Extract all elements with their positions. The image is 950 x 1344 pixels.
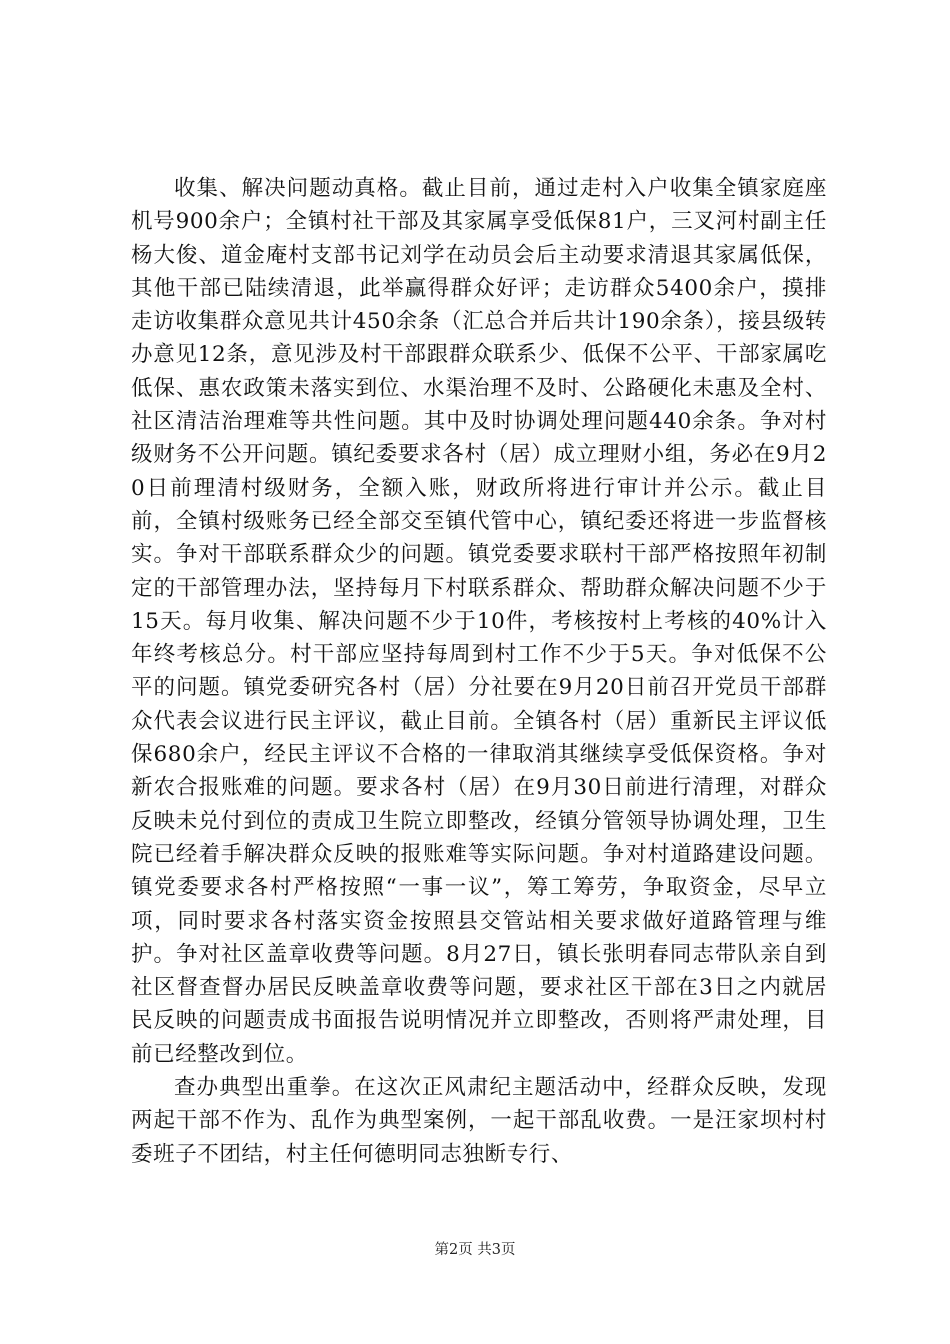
paragraph-typical-cases: 查办典型出重拳。在这次正风肃纪主题活动中，经群众反映，发现两起干部不作为、乱作为典型案例，一起干部乱收费。一是汪家坝村村委班子不团结，村主任何德明同志独断专行、	[131, 1075, 827, 1167]
document-body	[131, 172, 827, 1171]
paragraph-problem-solving: 收集、解决问题动真格。截止目前，通过走村入户收集全镇家庭座机号900余户；全镇村社干部及其家属享受低保81户，三叉河村副主任杨大俊、道金庵村支部书记刘学在动员会后主动要求清退其家属低保，其他干部已陆续清退，此举赢得群众好评；走访群众5400余户，摸排走访收集群众意见共计450余条（汇总合并后共计190余条），接县级转办意见12条，意见涉及村干部跟群众联系少、低保不公平、干部家属吃低保、惠农政策未落实到位、水渠治理不及时、公路硬化未惠及全村、社区清洁治理难等共性问题。其中及时协调处理问题440余条。争对村级财务不公开问题。镇纪委要求各村（居）成立理财小组，务必在9月20日前理清村级财务，全额入账，财政所将进行审计并公示。截止目前，全镇村级账务已经全部交至镇代管中心，镇纪委还将进一步监督核实。争对干部联系群众少的问题。镇党委要求联村干部严格按照年初制定的干部管理办法，坚持每月下村联系群众、帮助群众解决问题不少于15天。每月收集、解决问题不少于10件，考核按村上考核的40%计入年终考核总分。村干部应坚持每周到村工作不少于5天。争对低保不公平的问题。镇党委研究各村（居）分社要在9月20日前召开党员干部群众代表会议进行民主评议，截止目前。全镇各村（居）重新民主评议低保680余户，经民主评议不合格的一律取消其继续享受低保资格。争对新农合报账难的问题。要求各村（居）在9月30日前进行清理，对群众反映未兑付到位的责成卫生院立即整改，经镇分管领导协调处理，卫生院已经着手解决群众反映的报账难等实际问题。争对村道路建设问题。镇党委要求各村严格按照“一事一议”，筹工筹劳，争取资金，尽早立项，同时要求各村落实资金按照县交管站相关要求做好道路管理与维护。争对社区盖章收费等问题。8月27日，镇长张明春同志带队亲自到社区督查督办居民反映盖章收费等问题，要求社区干部在3日之内就居民反映的问题责成书面报告说明情况并立即整改，否则将严肃处理，目前已经整改到位。	[131, 176, 827, 1067]
page-footer: 第2页 共3页	[434, 1242, 516, 1258]
